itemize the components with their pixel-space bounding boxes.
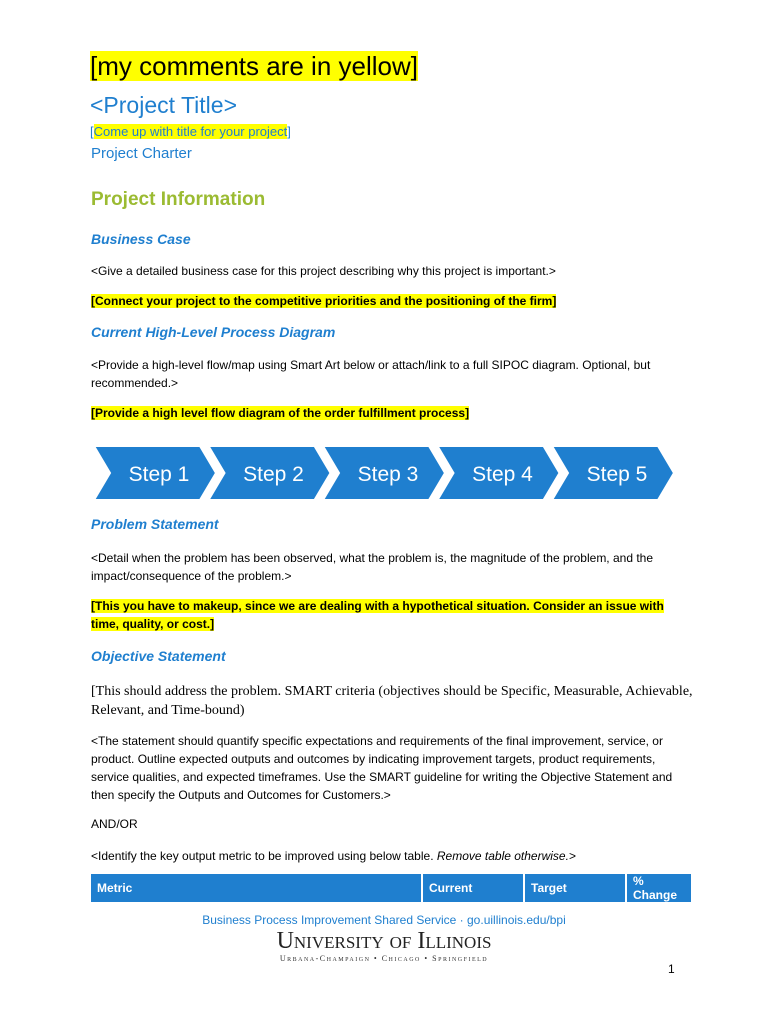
business-case-comment — [91, 292, 701, 310]
chevron-flow — [92, 446, 682, 500]
metric-instruction-italic: Remove table otherwise. — [436, 849, 569, 863]
process-step-label: Step 3 — [357, 463, 419, 486]
footer-service-line: Business Process Improvement Shared Service · go.uillinois.edu/bpi — [202, 913, 566, 927]
title-hint-close: ] — [287, 124, 291, 139]
business-case-instruction: <Give a detailed business case for this project describing why this project is important.> — [91, 264, 556, 278]
process-step-label: Step 1 — [128, 463, 190, 486]
process-step-label: Step 5 — [586, 463, 648, 486]
problem-statement-instruction: <Detail when the problem has been observed, what the problem is, the magnitude of the problem, and the impact/consequence of the problem.> — [91, 551, 654, 583]
process-diagram-comment — [91, 404, 701, 422]
heading-process-diagram: Current High-Level Process Diagram — [91, 324, 336, 340]
project-title: <Project Title> — [90, 92, 238, 118]
heading-objective-statement: Objective Statement — [91, 648, 226, 664]
process-step-label: Step 4 — [472, 463, 533, 486]
heading-business-case: Business Case — [91, 231, 191, 247]
metric-header-metric: Metric — [91, 874, 422, 902]
comment-note-text: [my comments are in yellow] — [90, 51, 418, 81]
title-hint — [90, 123, 291, 140]
university-campuses: Urbana-Champaign • Chicago • Springfield — [279, 954, 489, 963]
business-case-comment-text: [Connect your project to the competitive priorities and the positioning of the firm] — [91, 294, 557, 308]
comment-note — [90, 50, 418, 82]
heading-problem-statement: Problem Statement — [91, 516, 219, 532]
problem-statement-comment — [91, 597, 691, 633]
metric-header-change: % Change — [626, 874, 691, 902]
university-logo-name: University of Illinois — [276, 928, 492, 954]
metric-instruction-text: <Identify the key output metric to be improved using below table. — [91, 849, 437, 863]
charter-label: Project Charter — [91, 145, 192, 162]
metric-table — [91, 874, 691, 902]
title-hint-open: [ — [90, 124, 94, 139]
metric-header-target: Target — [524, 874, 626, 902]
metric-table-header-row — [91, 874, 691, 902]
page-number: 1 — [668, 962, 675, 976]
section-heading-project-information: Project Information — [91, 189, 266, 210]
objective-instruction: <The statement should quantify specific expectations and requirements of the final improvement, service, or product. Outline expected outputs and outcomes by indicating improvement targets, product requirements, service qualities, and expected timeframes. Use the SMART guideline for writing the Objective Statement and then specify the Outputs and Outcomes for Customers.> — [91, 734, 673, 802]
metric-instruction — [91, 847, 701, 865]
process-diagram-comment-text: [Provide a high level flow diagram of the order fulfillment process] — [91, 406, 470, 420]
metric-instruction-end: > — [568, 849, 576, 863]
process-step-label: Step 2 — [243, 463, 304, 486]
and-or-label: AND/OR — [91, 817, 138, 831]
metric-header-current: Current — [422, 874, 524, 902]
process-step-diagram — [92, 446, 682, 500]
title-hint-text: Come up with title for your project — [93, 124, 288, 139]
process-diagram-instruction: <Provide a high-level flow/map using Smart Art below or attach/link to a full SIPOC diagram. Optional, but recommended.> — [91, 358, 651, 390]
problem-statement-comment-text: [This you have to makeup, since we are dealing with a hypothetical situation. Consider an issue with time, quality, or cost.] — [91, 599, 664, 631]
objective-smart-note: [This should address the problem. SMART criteria (objectives should be Specific, Measurable, Achievable, Relevant, and Time-bound) — [91, 684, 693, 718]
